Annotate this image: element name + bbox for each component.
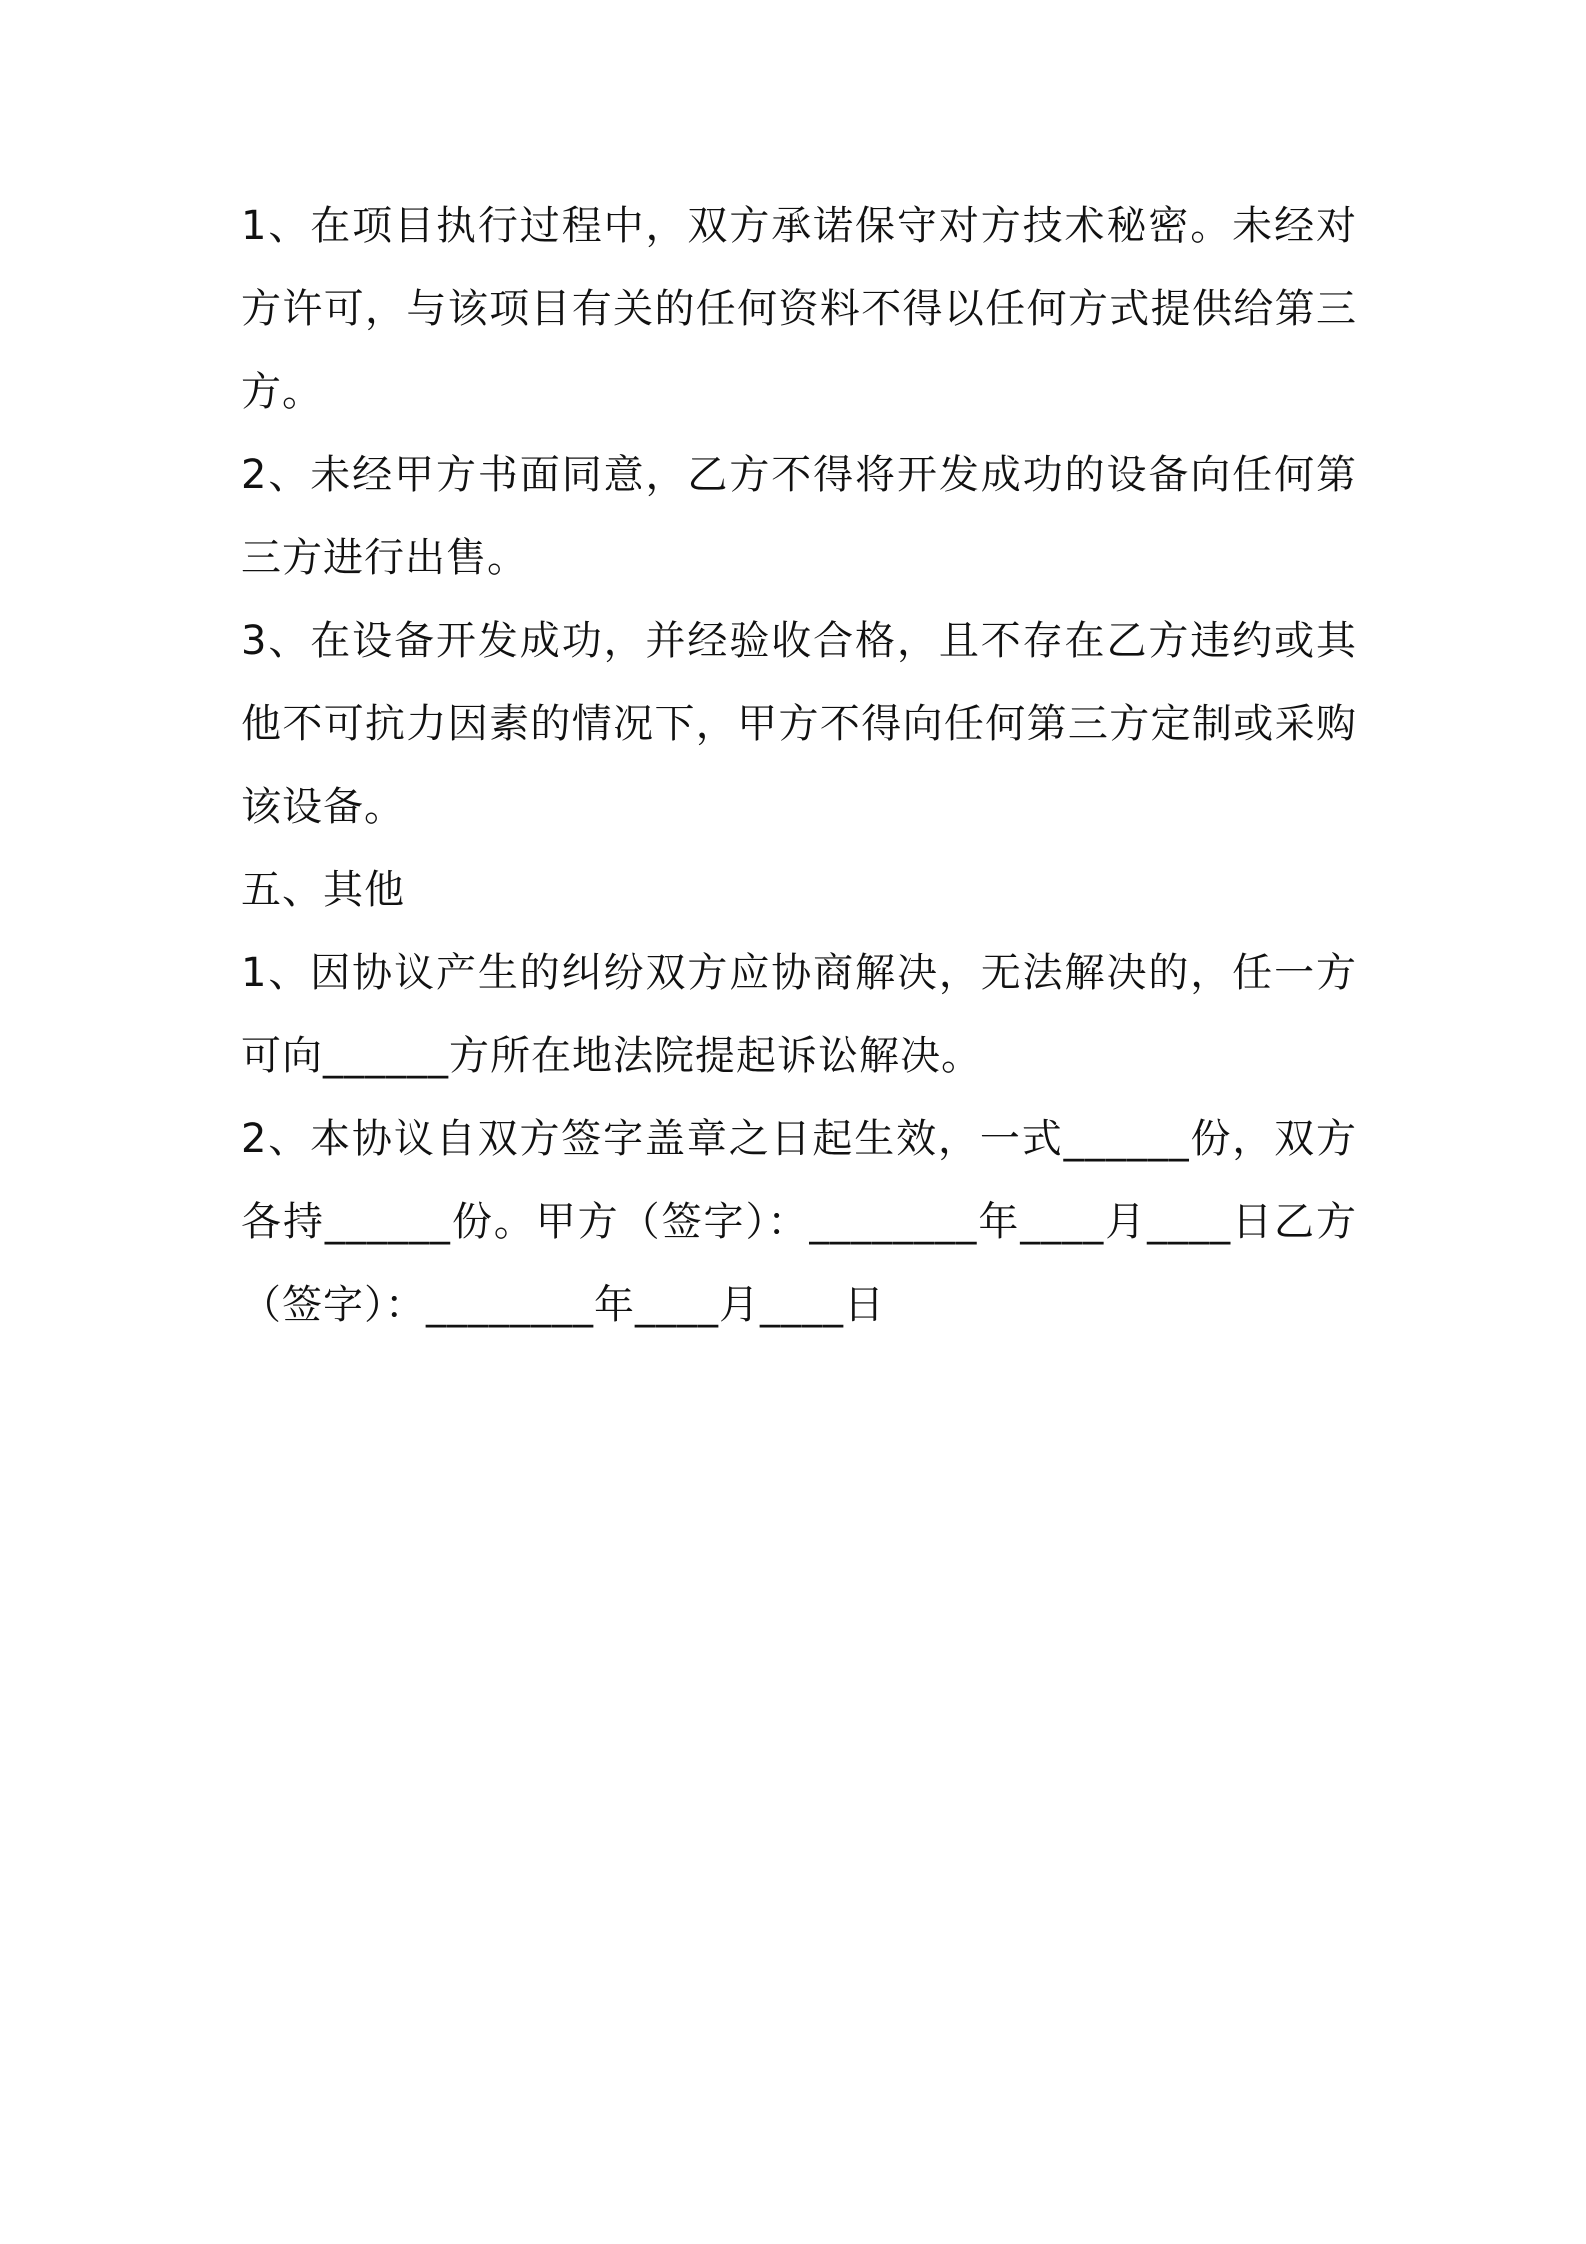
clause-effectiveness-signature: 2、本协议自双方签字盖章之日起生效，一式______份，双方各持______份。甲方（签字）：________年____月____日乙方（签字）：________年____月____日: [241, 1116, 1357, 1328]
clause-no-third-party-purchase: 3、在设备开发成功，并经验收合格，且不存在乙方违约或其他不可抗力因素的情况下，甲方不得向任何第三方定制或采购该设备。: [241, 618, 1357, 830]
document-body: [241, 185, 1357, 1347]
clause-dispute-resolution: 1、因协议产生的纠纷双方应协商解决，无法解决的，任一方可向______方所在地法院提起诉讼解决。: [241, 950, 1357, 1079]
section-heading-other: 五、其他: [241, 867, 405, 913]
clause-confidentiality: 1、在项目执行过程中，双方承诺保守对方技术秘密。未经对方许可，与该项目有关的任何资料不得以任何方式提供给第三方。: [241, 203, 1357, 415]
clause-no-resale: 2、未经甲方书面同意，乙方不得将开发成功的设备向任何第三方进行出售。: [241, 452, 1357, 581]
